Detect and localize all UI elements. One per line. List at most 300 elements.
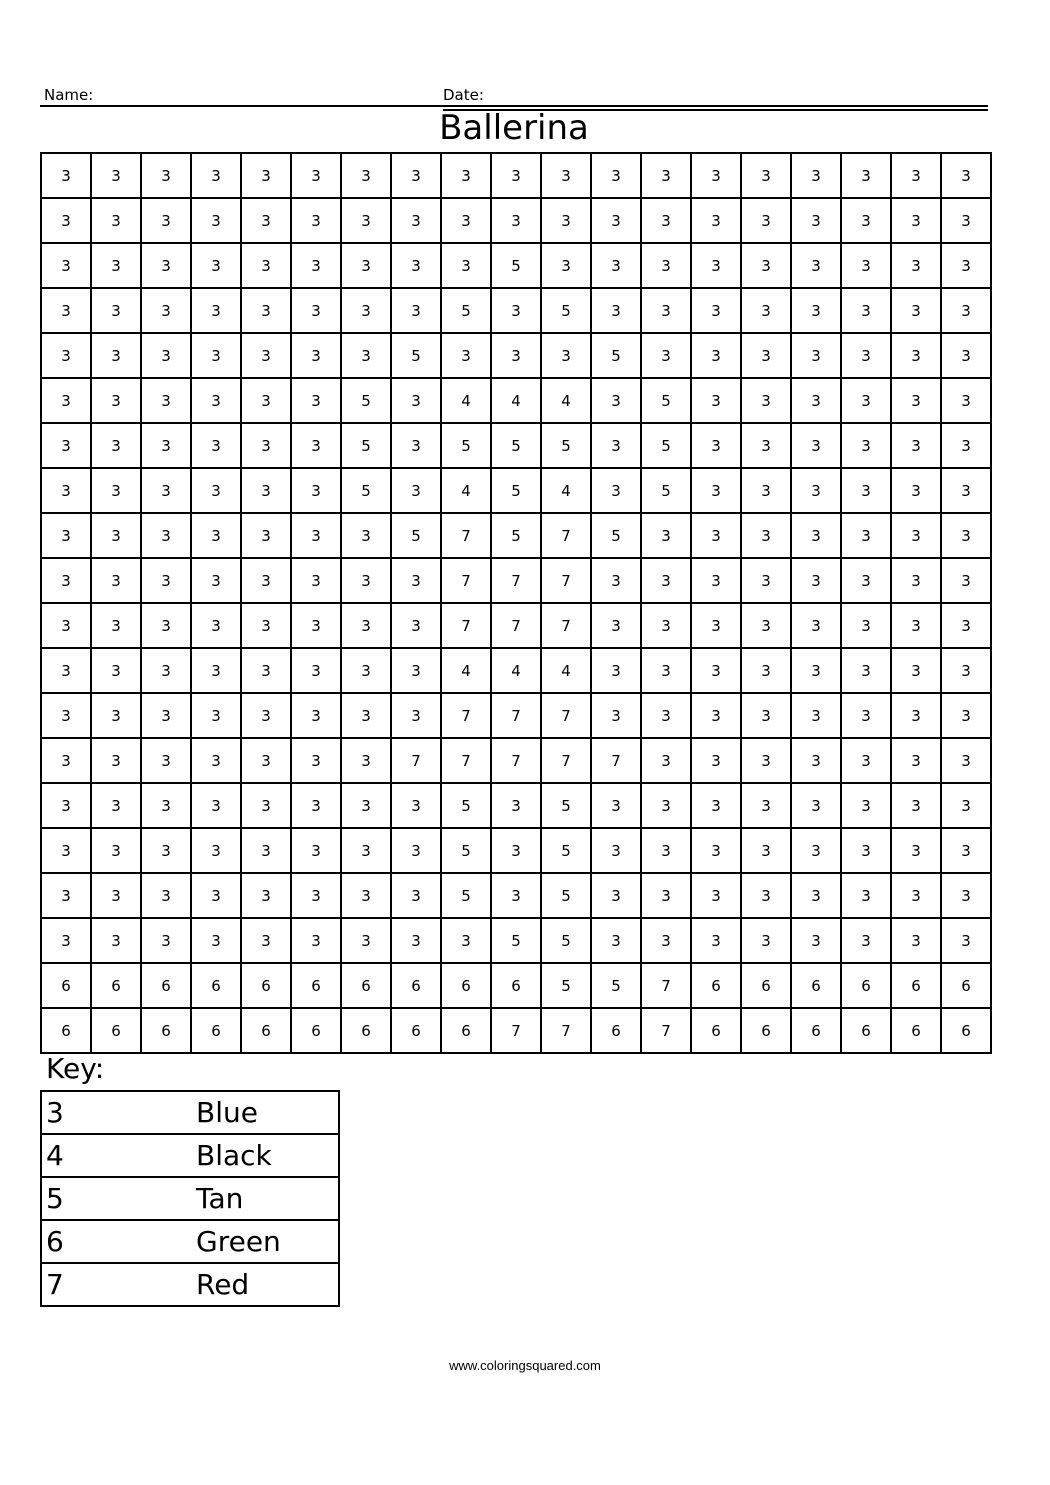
- grid-cell: 3: [341, 288, 391, 333]
- date-label: Date:: [443, 86, 484, 104]
- grid-cell: 6: [341, 963, 391, 1008]
- grid-cell: 5: [541, 783, 591, 828]
- grid-cell: 3: [841, 828, 891, 873]
- grid-cell: 3: [341, 738, 391, 783]
- grid-cell: 3: [891, 243, 941, 288]
- grid-cell: 3: [41, 648, 91, 693]
- grid-cell: 3: [41, 513, 91, 558]
- grid-cell: 3: [791, 153, 841, 198]
- grid-cell: 3: [791, 693, 841, 738]
- grid-cell: 3: [341, 333, 391, 378]
- grid-row: [41, 513, 991, 558]
- grid-cell: 3: [891, 513, 941, 558]
- grid-cell: 3: [91, 198, 141, 243]
- grid-cell: 6: [341, 1008, 391, 1053]
- grid-cell: 3: [191, 198, 241, 243]
- grid-cell: 3: [291, 243, 341, 288]
- grid-cell: 3: [641, 648, 691, 693]
- grid-cell: 3: [91, 288, 141, 333]
- grid-cell: 3: [641, 783, 691, 828]
- grid-cell: 3: [91, 378, 141, 423]
- grid-cell: 3: [291, 153, 341, 198]
- grid-cell: 3: [341, 828, 391, 873]
- grid-cell: 3: [841, 783, 891, 828]
- grid-cell: 4: [441, 648, 491, 693]
- grid-cell: 3: [391, 198, 441, 243]
- grid-cell: 3: [691, 693, 741, 738]
- grid-cell: 3: [841, 333, 891, 378]
- grid-cell: 4: [541, 378, 591, 423]
- grid-cell: 3: [141, 603, 191, 648]
- grid-cell: 7: [541, 558, 591, 603]
- grid-cell: 3: [91, 873, 141, 918]
- grid-cell: 3: [291, 693, 341, 738]
- grid-cell: 3: [441, 198, 491, 243]
- grid-cell: 3: [241, 378, 291, 423]
- grid-cell: 6: [691, 1008, 741, 1053]
- grid-cell: 7: [441, 513, 491, 558]
- grid-cell: 3: [891, 378, 941, 423]
- grid-cell: 6: [191, 963, 241, 1008]
- grid-cell: 3: [441, 243, 491, 288]
- grid-cell: 5: [491, 513, 541, 558]
- grid-cell: 7: [441, 558, 491, 603]
- key-number: 3: [41, 1091, 196, 1134]
- grid-cell: 4: [541, 468, 591, 513]
- grid-cell: 3: [41, 468, 91, 513]
- grid-cell: 3: [691, 648, 741, 693]
- grid-cell: 3: [741, 333, 791, 378]
- grid-row: [41, 288, 991, 333]
- grid-cell: 5: [541, 918, 591, 963]
- grid-row: [41, 468, 991, 513]
- grid-cell: 3: [641, 828, 691, 873]
- grid-cell: 3: [441, 153, 491, 198]
- grid-cell: 3: [791, 918, 841, 963]
- grid-cell: 3: [941, 333, 991, 378]
- grid-cell: 7: [541, 693, 591, 738]
- grid-cell: 3: [491, 153, 541, 198]
- grid-cell: 3: [691, 243, 741, 288]
- grid-cell: 3: [691, 738, 741, 783]
- grid-cell: 3: [191, 828, 241, 873]
- key-row: [41, 1263, 339, 1306]
- grid-cell: 3: [391, 828, 441, 873]
- grid-cell: 5: [341, 468, 391, 513]
- grid-cell: 3: [841, 738, 891, 783]
- grid-cell: 3: [941, 243, 991, 288]
- grid-cell: 3: [441, 918, 491, 963]
- grid-cell: 3: [291, 288, 341, 333]
- grid-cell: 3: [41, 738, 91, 783]
- grid-cell: 3: [891, 468, 941, 513]
- grid-cell: 3: [791, 423, 841, 468]
- grid-cell: 3: [791, 648, 841, 693]
- grid-cell: 3: [891, 783, 941, 828]
- key-row: [41, 1177, 339, 1220]
- grid-cell: 3: [841, 918, 891, 963]
- grid-cell: 3: [141, 918, 191, 963]
- grid-cell: 3: [691, 558, 741, 603]
- grid-cell: 3: [391, 918, 441, 963]
- grid-cell: 3: [291, 603, 341, 648]
- grid-cell: 3: [691, 918, 741, 963]
- grid-cell: 3: [641, 513, 691, 558]
- grid-cell: 6: [591, 1008, 641, 1053]
- grid-cell: 3: [91, 558, 141, 603]
- grid-row: [41, 333, 991, 378]
- grid-cell: 3: [241, 783, 291, 828]
- grid-cell: 3: [241, 738, 291, 783]
- grid-cell: 3: [41, 693, 91, 738]
- grid-cell: 3: [741, 873, 791, 918]
- grid-cell: 3: [641, 243, 691, 288]
- grid-cell: 3: [191, 423, 241, 468]
- grid-cell: 7: [441, 693, 491, 738]
- grid-cell: 3: [691, 468, 741, 513]
- grid-cell: 6: [841, 1008, 891, 1053]
- key-color-name: Red: [196, 1263, 339, 1306]
- grid-row: [41, 243, 991, 288]
- grid-cell: 3: [891, 648, 941, 693]
- grid-cell: 3: [241, 198, 291, 243]
- key-color-name: Green: [196, 1220, 339, 1263]
- grid-cell: 3: [141, 288, 191, 333]
- grid-cell: 3: [691, 198, 741, 243]
- grid-cell: 6: [441, 1008, 491, 1053]
- grid-cell: 3: [941, 378, 991, 423]
- key-number: 6: [41, 1220, 196, 1263]
- grid-cell: 6: [391, 1008, 441, 1053]
- grid-cell: 6: [841, 963, 891, 1008]
- color-by-number-grid: [40, 152, 992, 1054]
- grid-cell: 3: [741, 738, 791, 783]
- grid-cell: 3: [941, 828, 991, 873]
- grid-cell: 3: [91, 783, 141, 828]
- key-color-name: Black: [196, 1134, 339, 1177]
- grid-cell: 6: [741, 963, 791, 1008]
- grid-cell: 3: [741, 513, 791, 558]
- grid-cell: 3: [291, 783, 341, 828]
- color-key-table: [40, 1090, 340, 1307]
- grid-cell: 3: [41, 918, 91, 963]
- grid-cell: 3: [641, 603, 691, 648]
- grid-cell: 3: [191, 873, 241, 918]
- key-color-name: Tan: [196, 1177, 339, 1220]
- grid-cell: 3: [141, 693, 191, 738]
- grid-cell: 3: [591, 693, 641, 738]
- grid-cell: 5: [441, 288, 491, 333]
- grid-row: [41, 738, 991, 783]
- grid-cell: 3: [741, 198, 791, 243]
- grid-cell: 6: [241, 963, 291, 1008]
- key-title: Key:: [46, 1052, 105, 1085]
- grid-cell: 3: [91, 603, 141, 648]
- footer-url: www.coloringsquared.com: [449, 1358, 601, 1373]
- grid-cell: 7: [641, 963, 691, 1008]
- grid-cell: 3: [291, 513, 341, 558]
- grid-cell: 3: [641, 288, 691, 333]
- grid-cell: 3: [391, 558, 441, 603]
- grid-cell: 6: [941, 963, 991, 1008]
- grid-cell: 3: [641, 873, 691, 918]
- grid-cell: 7: [591, 738, 641, 783]
- grid-cell: 3: [41, 153, 91, 198]
- grid-cell: 7: [491, 738, 541, 783]
- grid-cell: 3: [241, 153, 291, 198]
- grid-cell: 3: [941, 558, 991, 603]
- grid-cell: 3: [141, 378, 191, 423]
- grid-cell: 3: [391, 648, 441, 693]
- grid-row: [41, 873, 991, 918]
- grid-cell: 4: [541, 648, 591, 693]
- grid-cell: 5: [341, 378, 391, 423]
- grid-cell: 5: [541, 873, 591, 918]
- grid-cell: 6: [491, 963, 541, 1008]
- grid-cell: 3: [141, 738, 191, 783]
- grid-row: [41, 783, 991, 828]
- grid-row: [41, 963, 991, 1008]
- grid-cell: 3: [391, 603, 441, 648]
- grid-cell: 3: [741, 243, 791, 288]
- key-row: [41, 1134, 339, 1177]
- grid-cell: 3: [591, 198, 641, 243]
- grid-cell: 3: [291, 828, 341, 873]
- grid-cell: 3: [391, 243, 441, 288]
- grid-cell: 6: [941, 1008, 991, 1053]
- grid-cell: 3: [91, 648, 141, 693]
- grid-cell: 3: [641, 558, 691, 603]
- grid-cell: 3: [341, 648, 391, 693]
- grid-cell: 3: [791, 873, 841, 918]
- grid-cell: 3: [191, 288, 241, 333]
- grid-cell: 3: [391, 378, 441, 423]
- grid-cell: 3: [191, 333, 241, 378]
- grid-cell: 3: [741, 783, 791, 828]
- grid-cell: 3: [441, 333, 491, 378]
- key-row: [41, 1091, 339, 1134]
- grid-row: [41, 603, 991, 648]
- grid-cell: 3: [891, 693, 941, 738]
- grid-cell: 7: [541, 603, 591, 648]
- grid-cell: 3: [91, 243, 141, 288]
- grid-cell: 3: [891, 198, 941, 243]
- grid-cell: 3: [91, 693, 141, 738]
- grid-cell: 5: [591, 333, 641, 378]
- grid-cell: 7: [541, 513, 591, 558]
- grid-cell: 3: [291, 198, 341, 243]
- grid-cell: 3: [41, 378, 91, 423]
- grid-row: [41, 648, 991, 693]
- grid-cell: 3: [491, 828, 541, 873]
- grid-cell: 3: [191, 738, 241, 783]
- grid-cell: 3: [741, 918, 791, 963]
- grid-cell: 3: [191, 513, 241, 558]
- grid-cell: 6: [791, 963, 841, 1008]
- grid-cell: 3: [941, 198, 991, 243]
- grid-cell: 3: [291, 558, 341, 603]
- grid-cell: 5: [541, 423, 591, 468]
- grid-cell: 3: [341, 243, 391, 288]
- grid-cell: 3: [341, 558, 391, 603]
- grid-cell: 3: [791, 288, 841, 333]
- grid-cell: 3: [691, 783, 741, 828]
- grid-cell: 6: [91, 1008, 141, 1053]
- grid-cell: 6: [741, 1008, 791, 1053]
- grid-cell: 5: [491, 243, 541, 288]
- grid-cell: 3: [941, 423, 991, 468]
- grid-cell: 3: [841, 513, 891, 558]
- grid-cell: 3: [491, 783, 541, 828]
- grid-cell: 5: [591, 963, 641, 1008]
- grid-cell: 3: [391, 423, 441, 468]
- grid-cell: 3: [841, 603, 891, 648]
- grid-cell: 3: [341, 153, 391, 198]
- grid-cell: 3: [241, 648, 291, 693]
- grid-row: [41, 378, 991, 423]
- grid-cell: 3: [591, 873, 641, 918]
- grid-cell: 3: [941, 783, 991, 828]
- grid-cell: 3: [191, 558, 241, 603]
- grid-row: [41, 423, 991, 468]
- grid-cell: 5: [541, 828, 591, 873]
- grid-cell: 3: [791, 333, 841, 378]
- grid-cell: 3: [691, 288, 741, 333]
- grid-cell: 3: [241, 423, 291, 468]
- grid-cell: 3: [841, 153, 891, 198]
- grid-cell: 6: [241, 1008, 291, 1053]
- grid-cell: 3: [841, 873, 891, 918]
- grid-cell: 3: [791, 783, 841, 828]
- grid-cell: 3: [191, 243, 241, 288]
- grid-cell: 3: [241, 693, 291, 738]
- grid-cell: 3: [241, 918, 291, 963]
- grid-cell: 3: [191, 783, 241, 828]
- grid-cell: 3: [891, 918, 941, 963]
- grid-cell: 3: [141, 513, 191, 558]
- grid-cell: 3: [141, 558, 191, 603]
- grid-cell: 3: [291, 918, 341, 963]
- grid-cell: 6: [891, 963, 941, 1008]
- grid-cell: 5: [441, 828, 491, 873]
- grid-row: [41, 828, 991, 873]
- grid-cell: 4: [441, 468, 491, 513]
- grid-cell: 6: [191, 1008, 241, 1053]
- grid-cell: 6: [91, 963, 141, 1008]
- grid-cell: 5: [591, 513, 641, 558]
- grid-cell: 7: [491, 558, 541, 603]
- grid-cell: 3: [691, 513, 741, 558]
- grid-cell: 3: [641, 153, 691, 198]
- grid-cell: 3: [791, 738, 841, 783]
- grid-cell: 3: [491, 333, 541, 378]
- grid-cell: 3: [741, 828, 791, 873]
- grid-cell: 3: [741, 603, 791, 648]
- grid-cell: 3: [41, 243, 91, 288]
- grid-cell: 3: [691, 828, 741, 873]
- grid-cell: 3: [141, 828, 191, 873]
- grid-cell: 3: [391, 873, 441, 918]
- grid-cell: 3: [741, 558, 791, 603]
- grid-cell: 3: [741, 468, 791, 513]
- grid-cell: 3: [341, 603, 391, 648]
- grid-cell: 3: [291, 648, 341, 693]
- grid-cell: 3: [141, 153, 191, 198]
- grid-cell: 3: [641, 333, 691, 378]
- grid-cell: 3: [191, 153, 241, 198]
- grid-cell: 3: [41, 333, 91, 378]
- name-label: Name:: [44, 86, 94, 104]
- grid-cell: 3: [91, 333, 141, 378]
- grid-cell: 3: [141, 873, 191, 918]
- grid-cell: 3: [591, 288, 641, 333]
- key-number: 4: [41, 1134, 196, 1177]
- grid-cell: 3: [291, 468, 341, 513]
- grid-cell: 6: [291, 963, 341, 1008]
- grid-cell: 5: [441, 783, 491, 828]
- grid-cell: 5: [391, 513, 441, 558]
- grid-cell: 3: [241, 603, 291, 648]
- grid-cell: 3: [591, 783, 641, 828]
- grid-cell: 3: [891, 603, 941, 648]
- grid-cell: 3: [941, 693, 991, 738]
- grid-cell: 3: [941, 873, 991, 918]
- grid-cell: 3: [541, 243, 591, 288]
- grid-cell: 3: [291, 873, 341, 918]
- grid-cell: 3: [91, 513, 141, 558]
- grid-cell: 3: [841, 693, 891, 738]
- grid-cell: 3: [591, 648, 641, 693]
- grid-cell: 3: [641, 918, 691, 963]
- grid-cell: 3: [791, 828, 841, 873]
- grid-cell: 5: [441, 873, 491, 918]
- grid-cell: 3: [791, 558, 841, 603]
- grid-cell: 3: [591, 603, 641, 648]
- grid-cell: 3: [141, 648, 191, 693]
- grid-cell: 3: [41, 873, 91, 918]
- grid-cell: 3: [691, 333, 741, 378]
- grid-cell: 3: [841, 378, 891, 423]
- grid-cell: 7: [541, 738, 591, 783]
- grid-cell: 3: [591, 558, 641, 603]
- grid-cell: 3: [41, 423, 91, 468]
- grid-cell: 3: [591, 468, 641, 513]
- grid-cell: 3: [191, 918, 241, 963]
- grid-cell: 6: [441, 963, 491, 1008]
- grid-cell: 3: [741, 423, 791, 468]
- key-number: 5: [41, 1177, 196, 1220]
- grid-cell: 7: [491, 693, 541, 738]
- grid-cell: 5: [391, 333, 441, 378]
- grid-cell: 3: [91, 738, 141, 783]
- grid-row: [41, 558, 991, 603]
- grid-cell: 3: [91, 423, 141, 468]
- grid-cell: 7: [491, 603, 541, 648]
- grid-cell: 3: [141, 783, 191, 828]
- grid-cell: 3: [141, 243, 191, 288]
- grid-cell: 3: [841, 288, 891, 333]
- grid-cell: 3: [941, 468, 991, 513]
- grid-cell: 6: [141, 1008, 191, 1053]
- grid-cell: 3: [191, 603, 241, 648]
- grid-cell: 3: [141, 198, 191, 243]
- grid-cell: 3: [841, 198, 891, 243]
- grid-cell: 3: [241, 468, 291, 513]
- grid-cell: 3: [391, 153, 441, 198]
- grid-cell: 3: [41, 783, 91, 828]
- grid-cell: 3: [941, 153, 991, 198]
- grid-cell: 3: [191, 648, 241, 693]
